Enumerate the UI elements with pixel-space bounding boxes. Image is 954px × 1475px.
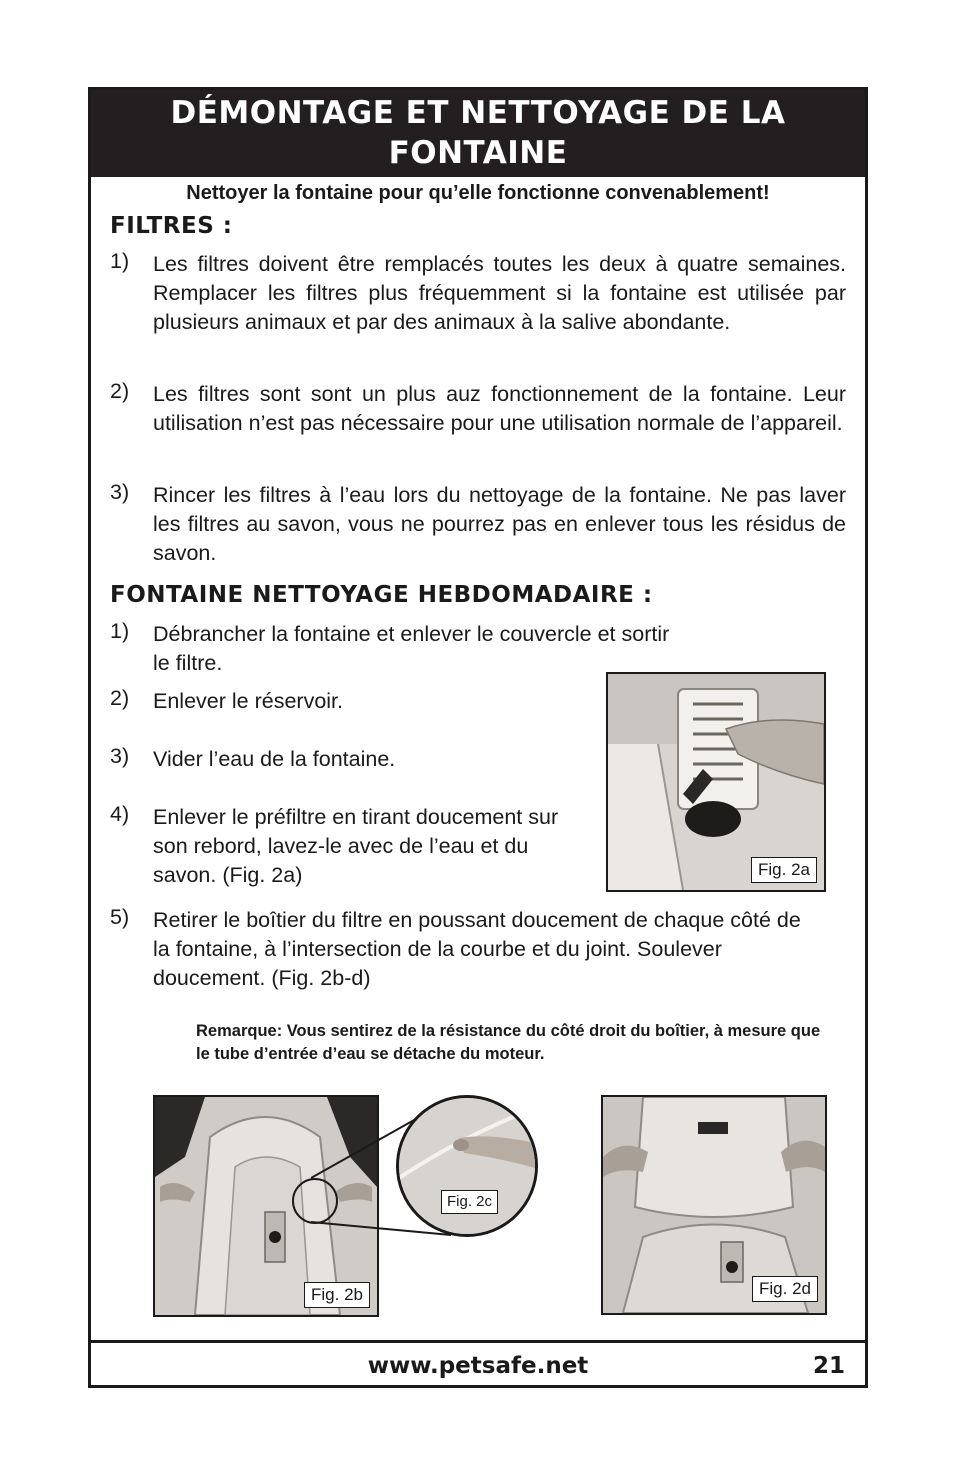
figure-2a-label: Fig. 2a (751, 857, 817, 883)
item-number: 1) (110, 619, 130, 643)
item-text: Retirer le boîtier du filtre en poussant doucement de chaque côté de la fontaine, à l’intersection de la courbe et du joint. Soulever doucement. (Fig. 2b-d) (153, 908, 801, 990)
item-text: Enlever le réservoir. (153, 689, 343, 713)
item-number: 2) (110, 379, 130, 403)
page-subtitle: Nettoyer la fontaine pour qu’elle fonctionne convenablement! (186, 182, 770, 204)
figure-2c-label: Fig. 2c (441, 1190, 498, 1214)
item-number: 2) (110, 686, 130, 710)
page-header (91, 90, 865, 177)
item-number: 3) (110, 744, 130, 768)
figure-2c-photo (396, 1095, 538, 1237)
item-text: Les filtres doivent être remplacés toutes les deux à quatre semaines. Remplacer les filtres plus fréquemment si la fontaine est utilisée par plusieurs animaux et par des animaux à la salive abondante. (153, 252, 846, 334)
item-number: 3) (110, 480, 130, 504)
figure-2d-label: Fig. 2d (752, 1276, 818, 1302)
figure-2d-photo (601, 1095, 827, 1315)
footer-divider (91, 1340, 865, 1343)
page-title-line2: FONTAINE (388, 135, 568, 171)
item-text: Enlever le préfiltre en tirant doucement sur son rebord, lavez-le avec de l’eau et du savon. (Fig. 2a) (153, 805, 559, 887)
item-number: 5) (110, 905, 130, 929)
filters-heading: FILTRES : (110, 213, 233, 239)
item-text: Les filtres sont sont un plus auz fonctionnement de la fontaine. Leur utilisation n’est pas nécessaire pour une utilisation normale de l’appareil. (153, 382, 846, 435)
figure-2b-label: Fig. 2b (304, 1282, 370, 1308)
figure-2a-photo (606, 672, 826, 892)
item-number: 1) (110, 249, 130, 273)
item-text: Vider l’eau de la fontaine. (153, 747, 396, 771)
note-text: Remarque: Vous sentirez de la résistance du côté droit du boîtier, à mesure que le tube d’entrée d’eau se détache du moteur. (196, 1022, 821, 1063)
page-number: 21 (812, 1353, 845, 1379)
item-text: Débrancher la fontaine et enlever le couvercle et sortir le filtre. (153, 622, 670, 675)
weekly-heading: FONTAINE NETTOYAGE HEBDOMADAIRE : (110, 582, 653, 608)
page-title-line1: DÉMONTAGE ET NETTOYAGE DE LA (170, 95, 786, 131)
page-frame (88, 87, 868, 1388)
item-number: 4) (110, 802, 130, 826)
item-text: Rincer les filtres à l’eau lors du nettoyage de la fontaine. Ne pas laver les filtres au savon, vous ne pourrez pas en enlever tous les résidus de savon. (153, 483, 846, 565)
footer-url[interactable]: www.petsafe.net (367, 1353, 589, 1379)
